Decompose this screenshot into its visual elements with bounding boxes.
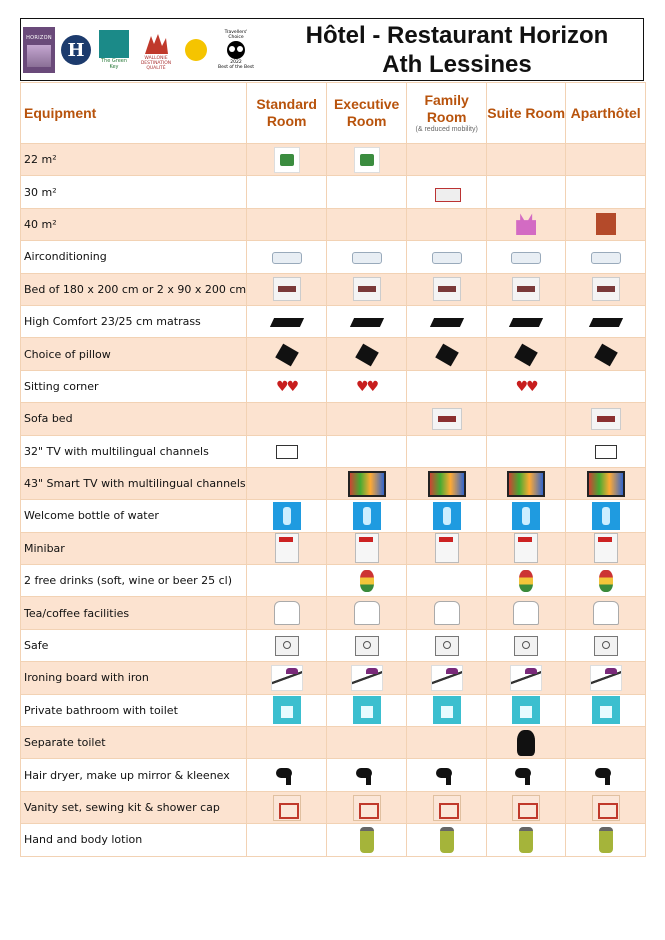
table-row <box>21 435 646 467</box>
castle-icon <box>516 213 536 235</box>
table-row <box>21 791 646 823</box>
water-bottle-icon <box>433 502 461 530</box>
table-row <box>21 305 646 337</box>
availability-cell <box>247 467 327 499</box>
air-conditioner-icon <box>352 252 382 264</box>
water-bottle-icon <box>353 502 381 530</box>
mattress-icon <box>589 318 623 327</box>
availability-cell <box>407 759 487 791</box>
equipment-label: Separate toilet <box>21 727 247 759</box>
availability-cell <box>247 435 327 467</box>
tripadvisor-logo: Travellers' Choice 2022 Best of the Best <box>218 30 254 70</box>
availability-cell <box>247 500 327 532</box>
availability-cell <box>327 435 407 467</box>
availability-cell <box>566 662 646 694</box>
availability-cell <box>566 467 646 499</box>
equipment-table <box>20 82 646 857</box>
availability-cell <box>566 629 646 661</box>
availability-cell <box>487 467 566 499</box>
availability-cell <box>247 662 327 694</box>
availability-cell <box>566 759 646 791</box>
availability-cell <box>247 759 327 791</box>
availability-cell <box>566 144 646 176</box>
availability-cell <box>247 824 327 856</box>
availability-cell <box>487 629 566 661</box>
equipment-label: Minibar <box>21 532 247 564</box>
availability-cell <box>327 403 407 435</box>
equipment-label: 30 m² <box>21 176 247 208</box>
logo-strip <box>23 25 255 75</box>
air-conditioner-icon <box>432 252 462 264</box>
equipment-label: High Comfort 23/25 cm matrass <box>21 305 247 337</box>
availability-cell <box>407 824 487 856</box>
family-room-note: (& reduced mobility) <box>415 126 478 133</box>
safe-icon <box>275 636 299 656</box>
table-row <box>21 176 646 208</box>
availability-cell <box>566 241 646 273</box>
availability-cell <box>247 694 327 726</box>
table-header-row <box>21 83 646 144</box>
equipment-label: Airconditioning <box>21 241 247 273</box>
lotion-icon <box>599 827 613 853</box>
equipment-label: Hair dryer, make up mirror & kleenex <box>21 759 247 791</box>
table-row <box>21 824 646 856</box>
bed-icon <box>433 277 461 301</box>
availability-cell <box>407 144 487 176</box>
pillow-icon <box>355 344 379 367</box>
vanity-set-icon <box>592 795 620 821</box>
availability-cell <box>247 565 327 597</box>
availability-cell <box>487 565 566 597</box>
availability-cell <box>327 370 407 402</box>
availability-cell <box>407 403 487 435</box>
availability-cell <box>566 435 646 467</box>
availability-cell <box>487 208 566 240</box>
col-standard-room: Standard Room <box>247 83 327 144</box>
availability-cell <box>327 500 407 532</box>
availability-cell <box>327 565 407 597</box>
availability-cell <box>407 208 487 240</box>
drinks-icon <box>599 570 613 592</box>
table-row <box>21 694 646 726</box>
availability-cell <box>247 727 327 759</box>
air-conditioner-icon <box>511 252 541 264</box>
table-row <box>21 467 646 499</box>
availability-cell <box>247 144 327 176</box>
bed-icon <box>592 277 620 301</box>
availability-cell <box>566 500 646 532</box>
iron-icon <box>510 665 542 691</box>
availability-cell <box>407 500 487 532</box>
availability-cell <box>566 565 646 597</box>
drinks-icon <box>360 570 374 592</box>
availability-cell <box>247 305 327 337</box>
tv-icon <box>595 445 617 459</box>
bathroom-icon <box>512 696 540 724</box>
table-row <box>21 662 646 694</box>
table-row <box>21 208 646 240</box>
table-row <box>21 727 646 759</box>
availability-cell <box>566 824 646 856</box>
availability-cell <box>327 241 407 273</box>
iron-icon <box>271 665 303 691</box>
equipment-label: 32" TV with multilingual channels <box>21 435 247 467</box>
equipment-label: Hand and body lotion <box>21 824 247 856</box>
kettle-icon <box>274 601 300 625</box>
availability-cell <box>487 662 566 694</box>
availability-cell <box>247 338 327 370</box>
water-bottle-icon <box>592 502 620 530</box>
smart-tv-icon <box>348 471 386 497</box>
equipment-label: Tea/coffee facilities <box>21 597 247 629</box>
water-bottle-icon <box>512 502 540 530</box>
vanity-set-icon <box>353 795 381 821</box>
minibar-icon <box>514 533 538 563</box>
mattress-icon <box>350 318 384 327</box>
availability-cell <box>247 403 327 435</box>
table-row <box>21 403 646 435</box>
house-icon <box>431 182 463 202</box>
pillow-icon <box>594 344 618 367</box>
table-row <box>21 241 646 273</box>
toilet-icon <box>517 730 535 756</box>
availability-cell <box>487 403 566 435</box>
availability-cell <box>487 727 566 759</box>
table-row <box>21 532 646 564</box>
availability-cell <box>407 597 487 629</box>
availability-cell <box>566 727 646 759</box>
safe-icon <box>435 636 459 656</box>
availability-cell <box>327 759 407 791</box>
minibar-icon <box>435 533 459 563</box>
table-row <box>21 370 646 402</box>
availability-cell <box>566 403 646 435</box>
house-icon <box>354 147 380 173</box>
availability-cell <box>487 694 566 726</box>
availability-cell <box>566 208 646 240</box>
availability-cell <box>487 597 566 629</box>
availability-cell <box>327 144 407 176</box>
table-row <box>21 144 646 176</box>
green-key-logo: The Green Key <box>97 27 131 73</box>
kettle-icon <box>593 601 619 625</box>
availability-cell <box>247 273 327 305</box>
availability-cell <box>247 629 327 661</box>
equipment-label: Sofa bed <box>21 403 247 435</box>
col-suite-room: Suite Room <box>487 83 566 144</box>
equipment-label: Safe <box>21 629 247 661</box>
availability-cell <box>407 241 487 273</box>
equipment-label: 22 m² <box>21 144 247 176</box>
vanity-set-icon <box>512 795 540 821</box>
availability-cell <box>407 727 487 759</box>
safe-icon <box>594 636 618 656</box>
armchair-icon: ♥♥ <box>276 379 298 396</box>
availability-cell <box>327 597 407 629</box>
bike-logo <box>181 27 211 73</box>
table-row <box>21 500 646 532</box>
horizon-logo: HORIZON <box>23 27 55 73</box>
kettle-icon <box>434 601 460 625</box>
equipment-label: Sitting corner <box>21 370 247 402</box>
availability-cell <box>327 208 407 240</box>
col-executive-room: Executive Room <box>327 83 407 144</box>
bed-icon <box>273 277 301 301</box>
table-row <box>21 338 646 370</box>
equipment-label: 2 free drinks (soft, wine or beer 25 cl) <box>21 565 247 597</box>
availability-cell <box>487 144 566 176</box>
availability-cell <box>327 338 407 370</box>
availability-cell <box>407 565 487 597</box>
table-row <box>21 565 646 597</box>
availability-cell <box>407 435 487 467</box>
hair-dryer-icon <box>356 768 378 784</box>
header-box <box>20 18 644 81</box>
equipment-label: Vanity set, sewing kit & shower cap <box>21 791 247 823</box>
mattress-icon <box>270 318 304 327</box>
page-title: Hôtel - Restaurant Horizon Ath Lessines <box>305 22 609 78</box>
pillow-icon <box>275 344 299 367</box>
pillow-icon <box>435 344 459 367</box>
availability-cell <box>407 791 487 823</box>
kettle-icon <box>354 601 380 625</box>
equipment-label: 40 m² <box>21 208 247 240</box>
availability-cell <box>247 532 327 564</box>
armchair-icon: ♥♥ <box>356 379 378 396</box>
availability-cell <box>247 597 327 629</box>
minibar-icon <box>275 533 299 563</box>
availability-cell <box>566 338 646 370</box>
bathroom-icon <box>433 696 461 724</box>
hair-dryer-icon <box>276 768 298 784</box>
availability-cell <box>327 305 407 337</box>
availability-cell <box>327 791 407 823</box>
minibar-icon <box>594 533 618 563</box>
availability-cell <box>407 467 487 499</box>
drinks-icon <box>519 570 533 592</box>
col-aparthotel: Aparthôtel <box>566 83 646 144</box>
availability-cell <box>487 176 566 208</box>
availability-cell <box>487 241 566 273</box>
availability-cell <box>407 370 487 402</box>
equipment-label: 43" Smart TV with multilingual channels <box>21 467 247 499</box>
bed-icon <box>512 277 540 301</box>
iron-icon <box>431 665 463 691</box>
equipment-label: Choice of pillow <box>21 338 247 370</box>
availability-cell <box>487 435 566 467</box>
smart-tv-icon <box>507 471 545 497</box>
equipment-label: Ironing board with iron <box>21 662 247 694</box>
availability-cell <box>327 727 407 759</box>
hair-dryer-icon <box>436 768 458 784</box>
availability-cell <box>487 532 566 564</box>
house-icon <box>274 147 300 173</box>
sofa-bed-icon <box>591 408 621 430</box>
availability-cell <box>327 824 407 856</box>
availability-cell <box>566 273 646 305</box>
availability-cell <box>327 694 407 726</box>
availability-cell <box>487 500 566 532</box>
bathroom-icon <box>592 696 620 724</box>
equipment-label: Welcome bottle of water <box>21 500 247 532</box>
equipment-label: Bed of 180 x 200 cm or 2 x 90 x 200 cm <box>21 273 247 305</box>
col-equipment: Equipment <box>21 83 247 144</box>
availability-cell <box>487 824 566 856</box>
kettle-icon <box>513 601 539 625</box>
safe-icon <box>355 636 379 656</box>
col-family-room: Family Room (& reduced mobility) <box>407 83 487 144</box>
minibar-icon <box>355 533 379 563</box>
availability-cell <box>247 241 327 273</box>
availability-cell <box>407 305 487 337</box>
armchair-icon: ♥♥ <box>515 379 537 396</box>
availability-cell <box>327 629 407 661</box>
wallonie-logo: WALLONIE DESTINATION QUALITÉ <box>137 27 175 73</box>
lotion-icon <box>360 827 374 853</box>
availability-cell <box>566 176 646 208</box>
lotion-icon <box>440 827 454 853</box>
availability-cell <box>487 305 566 337</box>
sofa-bed-icon <box>432 408 462 430</box>
availability-cell <box>566 305 646 337</box>
bathroom-icon <box>273 696 301 724</box>
hotel-h-logo: H <box>61 35 91 65</box>
iron-icon <box>590 665 622 691</box>
availability-cell <box>566 694 646 726</box>
availability-cell <box>247 791 327 823</box>
hair-dryer-icon <box>595 768 617 784</box>
availability-cell <box>407 338 487 370</box>
availability-cell <box>407 662 487 694</box>
availability-cell <box>327 176 407 208</box>
availability-cell <box>327 273 407 305</box>
mattress-icon <box>430 318 464 327</box>
bed-icon <box>353 277 381 301</box>
availability-cell <box>407 532 487 564</box>
availability-cell <box>407 273 487 305</box>
table-row <box>21 597 646 629</box>
equipment-label: Private bathroom with toilet <box>21 694 247 726</box>
availability-cell <box>566 370 646 402</box>
table-row <box>21 629 646 661</box>
availability-cell <box>487 759 566 791</box>
availability-cell <box>487 370 566 402</box>
availability-cell <box>327 467 407 499</box>
iron-icon <box>351 665 383 691</box>
safe-icon <box>514 636 538 656</box>
smart-tv-icon <box>587 471 625 497</box>
table-row <box>21 759 646 791</box>
availability-cell <box>247 176 327 208</box>
hair-dryer-icon <box>515 768 537 784</box>
table-row <box>21 273 646 305</box>
air-conditioner-icon <box>591 252 621 264</box>
availability-cell <box>566 532 646 564</box>
availability-cell <box>487 338 566 370</box>
vanity-set-icon <box>433 795 461 821</box>
mattress-icon <box>509 318 543 327</box>
tv-icon <box>276 445 298 459</box>
availability-cell <box>407 694 487 726</box>
lotion-icon <box>519 827 533 853</box>
air-conditioner-icon <box>272 252 302 264</box>
availability-cell <box>566 597 646 629</box>
availability-cell <box>487 273 566 305</box>
availability-cell <box>247 370 327 402</box>
pillow-icon <box>514 344 538 367</box>
availability-cell <box>407 629 487 661</box>
vanity-set-icon <box>273 795 301 821</box>
smart-tv-icon <box>428 471 466 497</box>
availability-cell <box>327 662 407 694</box>
water-bottle-icon <box>273 502 301 530</box>
availability-cell <box>407 176 487 208</box>
availability-cell <box>327 532 407 564</box>
availability-cell <box>566 791 646 823</box>
bathroom-icon <box>353 696 381 724</box>
availability-cell <box>487 791 566 823</box>
building-icon <box>596 213 616 235</box>
availability-cell <box>247 208 327 240</box>
